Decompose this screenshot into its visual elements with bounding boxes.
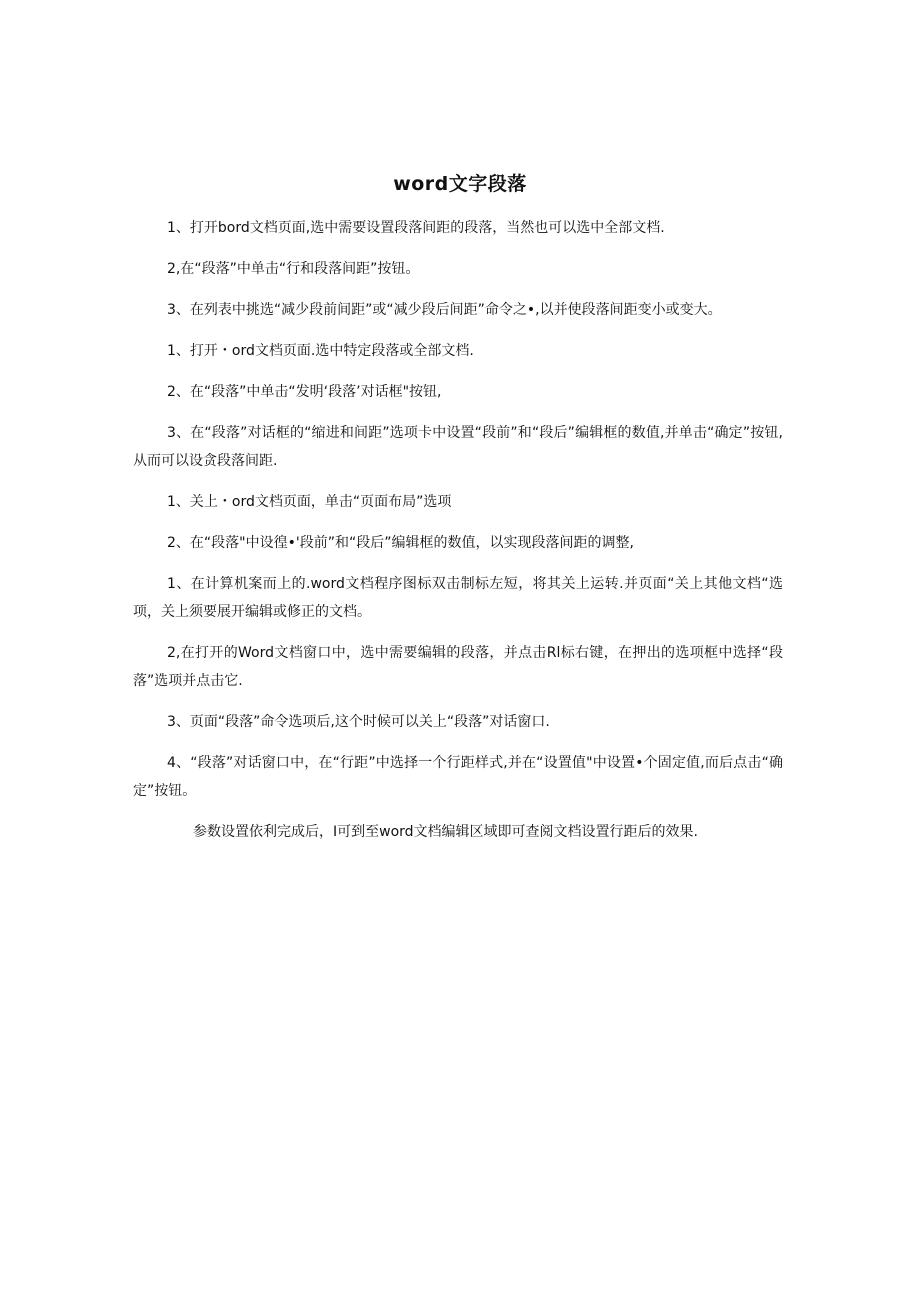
paragraph: 2、在“段落"中设徨•'段前”和“段后”编辑框的数值，以实现段落间距的调整,	[167, 535, 634, 551]
closing-paragraph: 参数设置依利完成后，I可到至word文档编辑区域即可查阅文档设置行距后的效果.	[193, 824, 698, 840]
paragraph: 1、在计算机案而上的.word文档程序图标双击制标左短，将其关上运转.并页面“关上其他文档“选项，关上须要展开编辑或修正的文档。	[133, 576, 783, 620]
paragraph: 3、在“段落”对话框的“缩进和间距”选项卡中设置“段前”和“段后”编辑框的数值,并单击“确定”按钮,从而可以设贪段落间距.	[133, 425, 783, 469]
paragraph: 1、打开bord文档页面,选中需要设置段落间距的段落，当然也可以选中全部文档.	[167, 220, 665, 236]
paragraph: 2,在打开的Word文档窗口中，选中需要编辑的段落，并点击Rl标右键，在押出的选项框中选择“段落”选项并点击它.	[133, 645, 783, 689]
paragraph: 3、在列表中挑选“减少段前间距”或“减少段后间距”命令之•,以并使段落间距变小或变大。	[167, 302, 722, 318]
paragraph: 1、关上・ord文档页面，单击“页面布局”选项	[167, 494, 452, 510]
document-body	[133, 214, 783, 859]
paragraph: 2,在“段落”中单击“行和段落间距”按钮。	[167, 261, 420, 277]
paragraph: 3、页面“段落”命令选项后,这个时候可以关上“段落”对话窗口.	[167, 714, 550, 730]
paragraph: 4、“段落”对话窗口中，在“行距”中选择一个行距样式,并在“设置值"中设置•个固定值,而后点击“确定”按钮。	[133, 755, 783, 799]
paragraph: 2、在“段落”中单击“发明‘段落’对话框"按钮,	[167, 384, 442, 400]
paragraph: 1、打开・ord文档页面.选中特定段落或全部文档.	[167, 343, 474, 359]
document-title: word文字段落	[393, 173, 527, 195]
